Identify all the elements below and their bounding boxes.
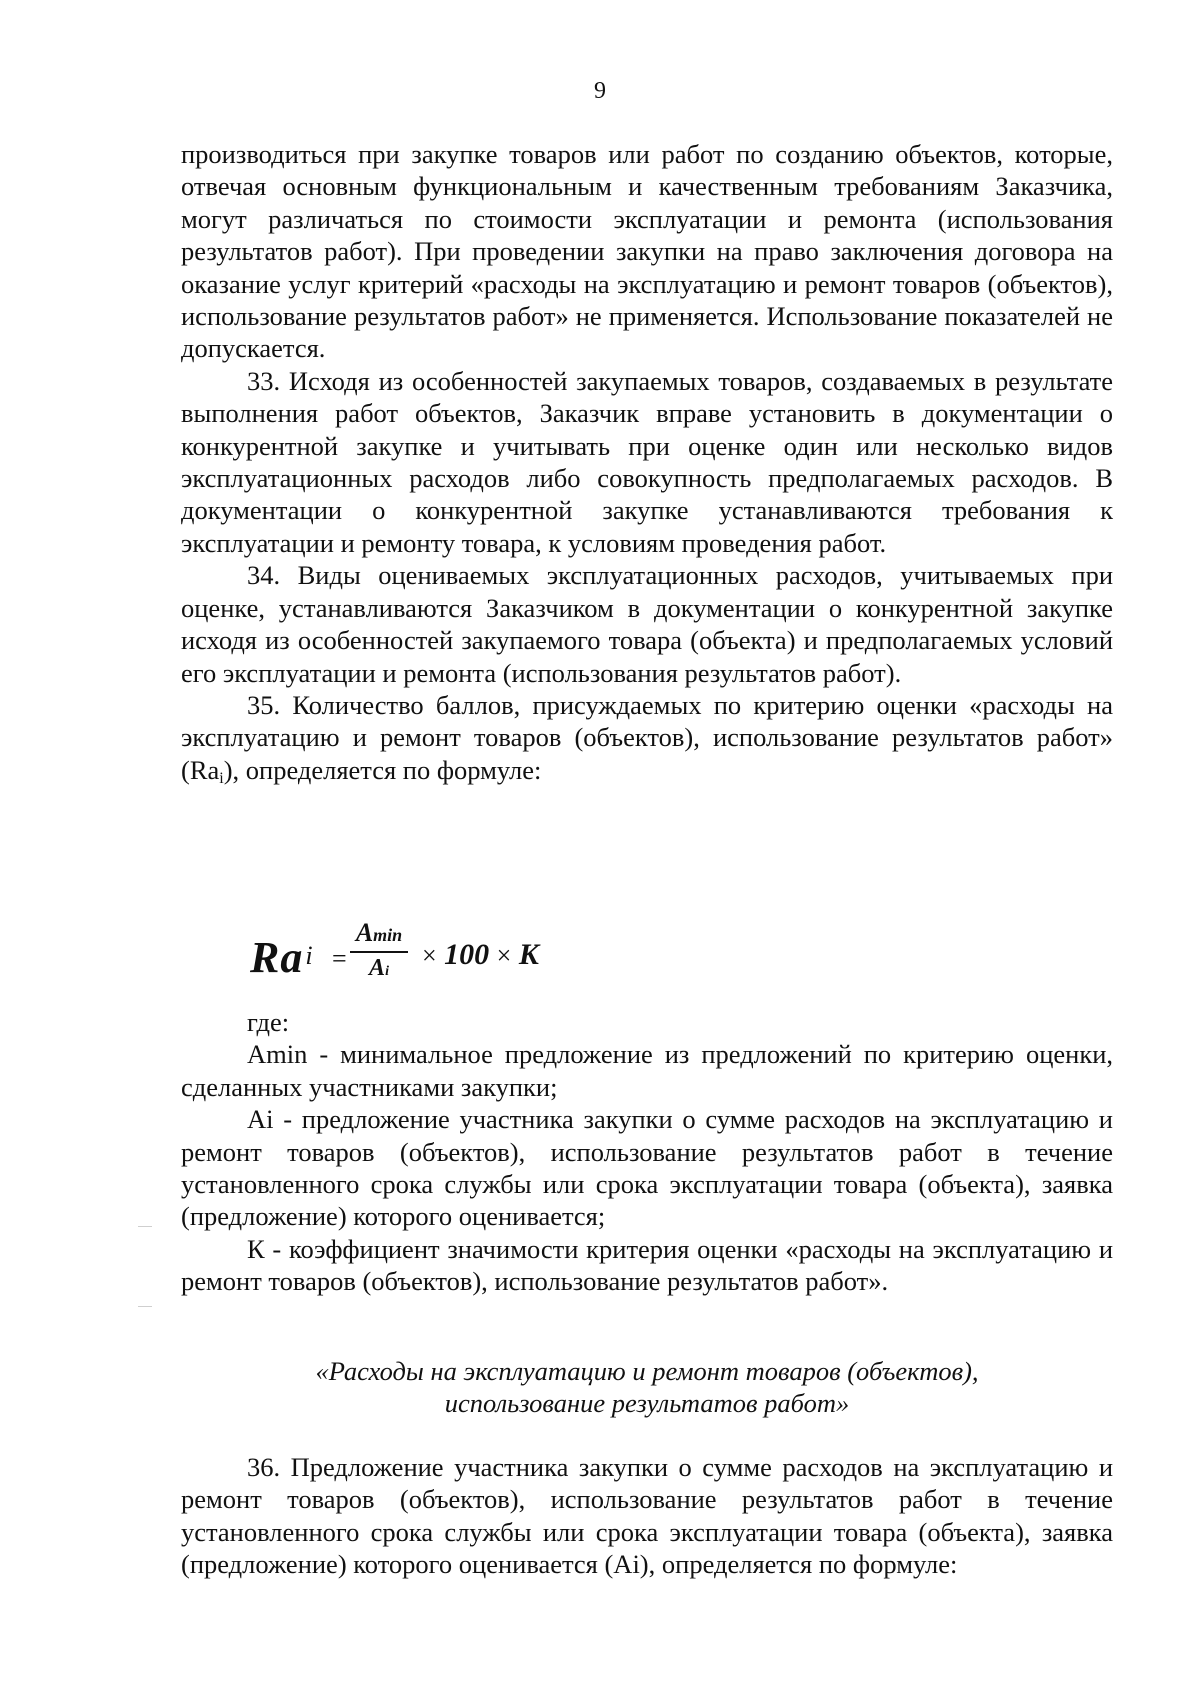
page-number: 9 — [594, 78, 606, 104]
formula-denominator — [348, 954, 410, 986]
scan-margin-mark — [138, 1226, 152, 1227]
definition-ai: Ai - предложение участника закупки о сумме расходов на эксплуатацию и ремонт товаров (объектов), использование результатов работ в течение установленного срока службы или срока эксплуатации товара (объекта), заявка (предложение) которого оценивается; — [181, 1104, 1113, 1232]
formula-hundred: 100 — [444, 938, 490, 971]
paragraph-continuation: производиться при закупке товаров или работ по созданию объектов, которые, отвечая основным функциональным и качественным требованиям Заказчика, могут различаться по стоимости эксплуатации и ремонта (использования результатов работ). При проведении закупки на право заключения договора на оказание услуг критерий «расходы на эксплуатацию и ремонт товаров (объектов), использование результатов работ» не применяется. Использование показателей не допускается. — [181, 139, 1113, 364]
body-text-bottom — [181, 1451, 1113, 1581]
section-heading-line-1: «Расходы на эксплуатацию и ремонт товаров (объектов), — [315, 1356, 979, 1386]
paragraph-35-tail: ), определяется по формуле: — [223, 754, 542, 785]
formula-numerator-sub: min — [373, 925, 403, 945]
definition-amin: Amin - минимальное предложение из предложений по критерию оценки, сделанных участниками закупки; — [181, 1039, 1113, 1102]
formula-fraction-bar — [350, 951, 408, 953]
formula-denominator-sub: i — [385, 964, 389, 979]
paragraph-35 — [181, 689, 1113, 786]
formula-lhs-sub: i — [305, 941, 314, 970]
section-heading-line-2: использование результатов работ» — [444, 1388, 850, 1419]
formula-lhs-text: Ra — [250, 933, 304, 982]
formula-k: K — [518, 938, 539, 971]
paragraph-35-subscript: i — [219, 769, 224, 787]
scan-margin-mark — [138, 1306, 152, 1307]
formula-multipliers — [422, 938, 539, 972]
paragraph-34: 34. Виды оцениваемых эксплуатационных расходов, учитываемых при оценке, устанавливаются Заказчиком в документации о конкурентной закупке исходя из особенностей закупаемого товара (объекта) и предполагаемых условий его эксплуатации и ремонта (использования результатов работ). — [181, 560, 1113, 688]
paragraph-35-text: 35. Количество баллов, присуждаемых по критерию оценки «расходы на эксплуатацию и ремонт товаров (объектов), использование результатов работ» (Ra — [181, 689, 1113, 785]
formula-numerator-text: A — [355, 918, 374, 947]
formula-times-2: × — [496, 941, 512, 970]
formula-equals: = — [332, 944, 347, 973]
formula-lhs — [250, 932, 314, 983]
where-label: где: — [247, 1007, 290, 1037]
formula-numerator — [348, 918, 410, 950]
paragraph-33: 33. Исходя из особенностей закупаемых товаров, создаваемых в результате выполнения работ объектов, Заказчик вправе установить в документации о конкурентной закупке и учитывать при оценке один или несколько видов эксплуатационных расходов либо совокупность предполагаемых расходов. В документации о конкурентной закупке устанавливаются требования к эксплуатации и ремонту товара, к условиям проведения работ. — [181, 365, 1113, 558]
definition-k: К - коэффициент значимости критерия оценки «расходы на эксплуатацию и ремонт товаров (объектов), использование результатов работ». — [181, 1233, 1113, 1297]
body-text-top — [181, 138, 1113, 786]
paragraph-36: 36. Предложение участника закупки о сумме расходов на эксплуатацию и ремонт товаров (объектов), использование результатов работ в течение установленного срока службы или срока эксплуатации товара (объекта), заявка (предложение) которого оценивается (Ai), определяется по формуле: — [181, 1452, 1113, 1580]
formula-denominator-text: A — [369, 955, 386, 981]
section-heading — [181, 1355, 1113, 1420]
formula-times-1: × — [422, 941, 437, 970]
formula-fraction — [348, 918, 410, 986]
definitions-block — [181, 1006, 1113, 1298]
